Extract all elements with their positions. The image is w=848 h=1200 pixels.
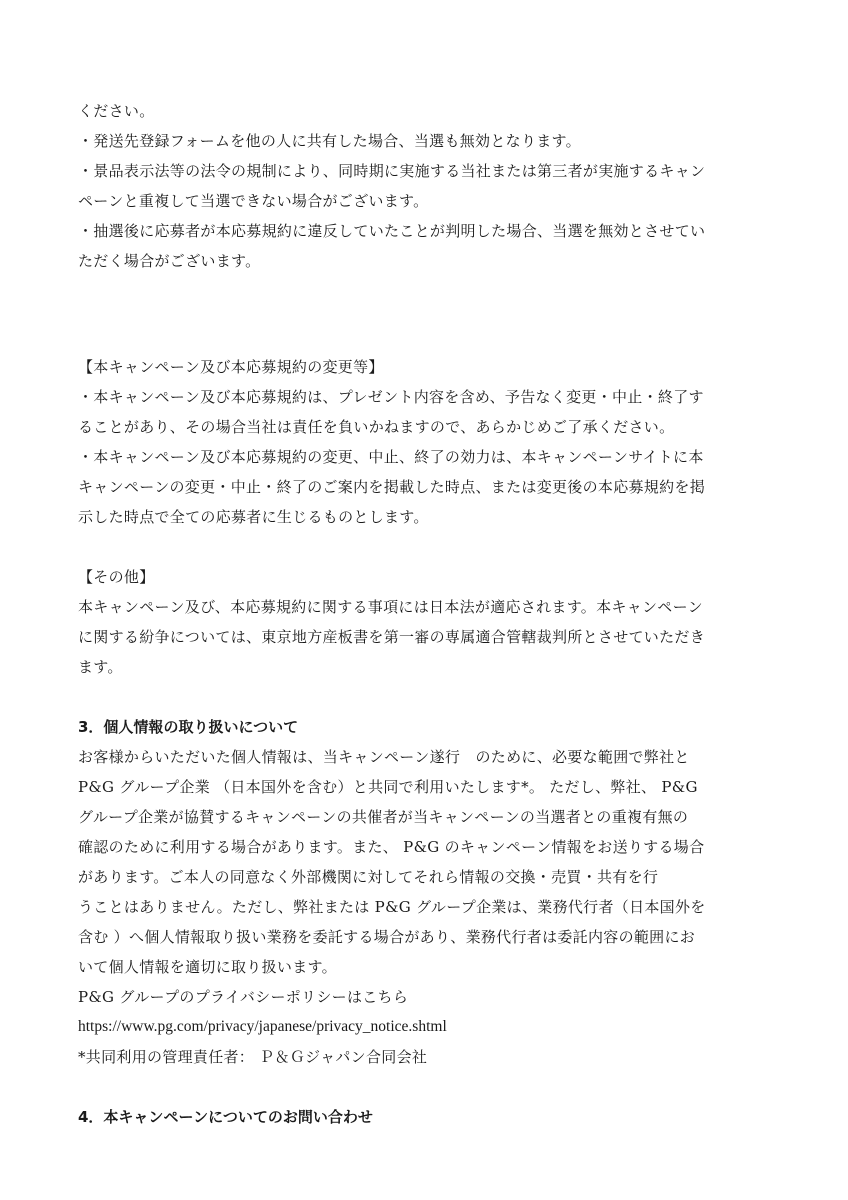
text-line: ・発送先登録フォームを他の人に共有した場合、当選も無効となります。 (78, 132, 581, 150)
text-line: ・抽選後に応募者が本応募規約に違反していたことが判明した場合、当選を無効とさせてい (78, 222, 706, 240)
section-title: 【その他】 (78, 568, 155, 586)
text-line: 確認のために利用する場合があります。また、 P&G のキャンペーン情報をお送りする場合 (78, 838, 705, 856)
inquiry-section (78, 1102, 778, 1132)
joint-use-note: *共同利用の管理責任者： Ｐ＆Ｇジャパン合同会社 (78, 1048, 428, 1066)
spacer (78, 1072, 778, 1102)
winner-terms-block (78, 96, 778, 276)
text-line: ・本キャンペーン及び本応募規約は、プレゼント内容を含め、予告なく変更・中止・終了す (78, 388, 704, 406)
changes-section (78, 352, 778, 532)
spacer (78, 532, 778, 562)
text-line: があります。ご本人の同意なく外部機関に対してそれら情報の交換・売買・共有を行 (78, 868, 659, 886)
text-line: 示した時点で全ての応募者に生じるものとします。 (78, 508, 429, 526)
text-line: ・景品表示法等の法令の規制により、同時期に実施する当社または第三者が実施するキャン (78, 162, 706, 180)
spacer (78, 276, 778, 322)
text-line: いて個人情報を適切に取り扱います。 (78, 958, 337, 976)
text-line: ペーンと重複して当選できない場合がございます。 (78, 192, 429, 210)
text-line: 本キャンペーン及び、本応募規約に関する事項には日本法が適応されます。本キャンペーン (78, 598, 703, 616)
document-page (78, 96, 778, 1132)
text-line: お客様からいただいた個人情報は、当キャンペーン遂行 のために、必要な範囲で弊社と (78, 748, 690, 766)
section-heading: 4．本キャンペーンについてのお問い合わせ (78, 1108, 373, 1126)
text-line: うことはありません。ただし、弊社または P&G グループ企業は、業務代行者（日本国外を (78, 898, 706, 916)
text-line: P&G グループのプライバシーポリシーはこちら (78, 988, 409, 1006)
other-section (78, 562, 778, 682)
section-heading: 3．個人情報の取り扱いについて (78, 718, 299, 736)
text-line: に関する紛争については、東京地方産板書を第一審の専属適合管轄裁判所とさせていただき (78, 628, 706, 646)
text-line: ただく場合がございます。 (78, 252, 261, 270)
text-line: ください。 (78, 102, 155, 120)
spacer (78, 682, 778, 712)
text-line: P&G グループ企業 （日本国外を含む）と共同で利用いたします*。 ただし、弊社、 P&G (78, 778, 698, 796)
text-line: 含む ）へ個人情報取り扱い業務を委託する場合があり、業務代行者は委託内容の範囲にお (78, 928, 696, 946)
text-line: ることがあり、その場合当社は責任を負いかねますので、あらかじめご了承ください。 (78, 418, 675, 436)
section-title: 【本キャンペーン及び本応募規約の変更等】 (78, 358, 384, 376)
text-line: ます。 (78, 658, 123, 676)
text-line: キャンペーンの変更・中止・終了のご案内を掲載した時点、または変更後の本応募規約を掲 (78, 478, 706, 496)
privacy-policy-link[interactable]: https://www.pg.com/privacy/japanese/privacy_notice.shtml (78, 1018, 447, 1035)
text-line: グループ企業が協賛するキャンペーンの共催者が当キャンペーンの当選者との重複有無の (78, 808, 689, 826)
spacer (78, 322, 778, 352)
text-line: ・本キャンペーン及び本応募規約の変更、中止、終了の効力は、本キャンペーンサイトに本 (78, 448, 704, 466)
privacy-section (78, 712, 778, 1072)
